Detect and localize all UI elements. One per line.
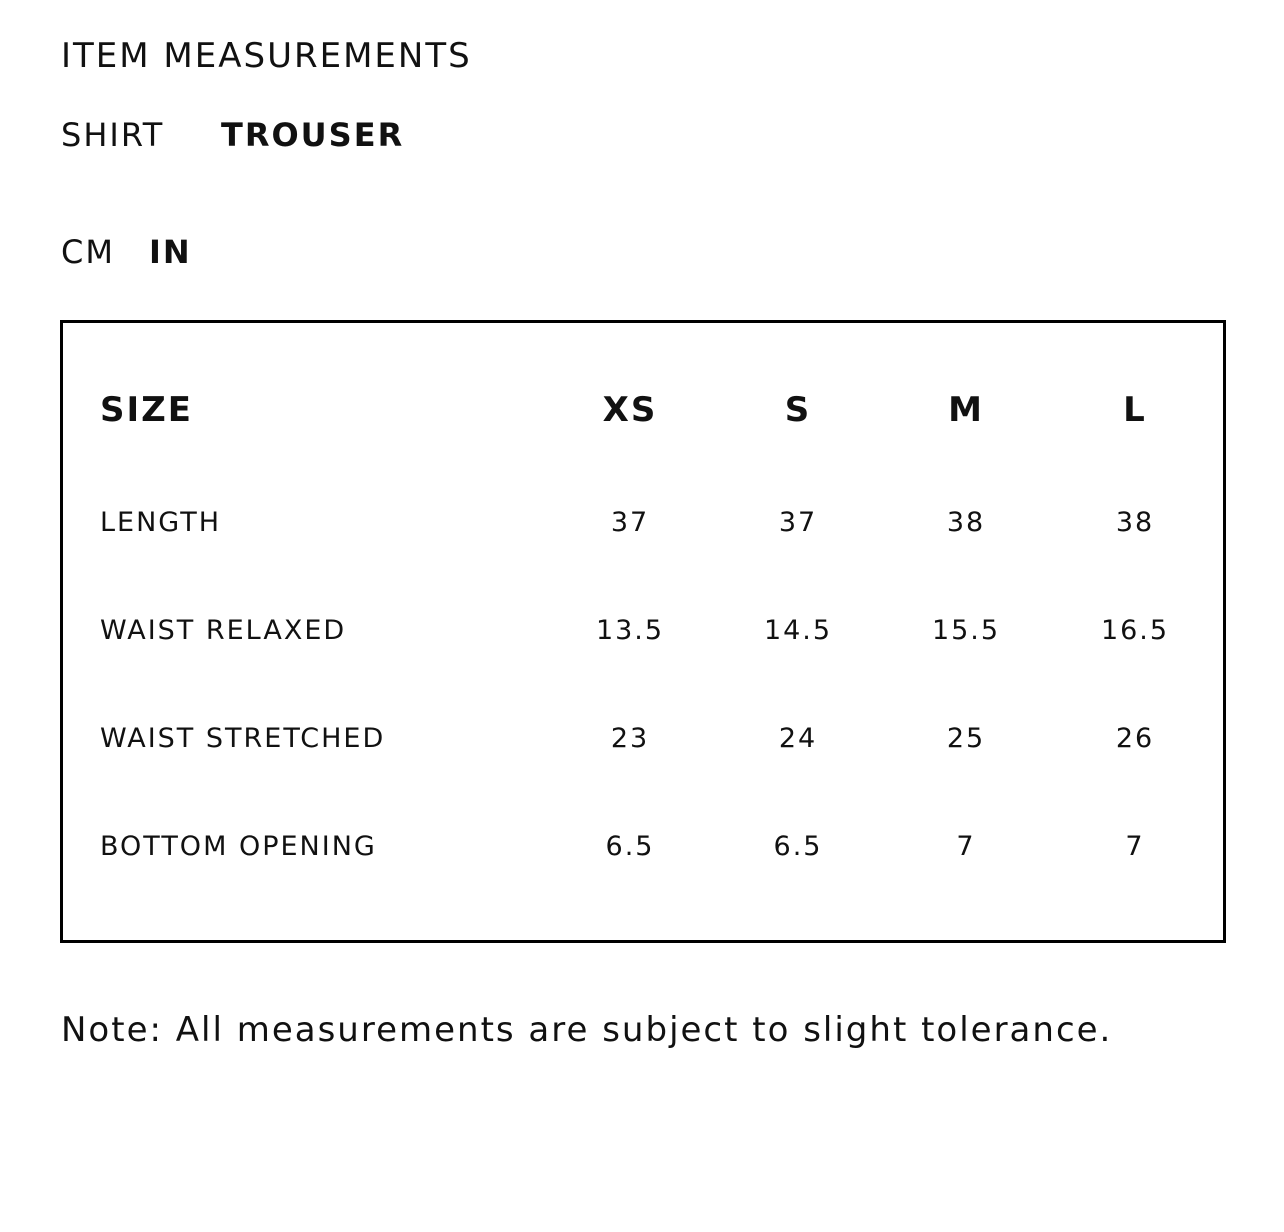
row-label-waist-stretched: WAIST STRETCHED <box>100 723 386 754</box>
size-header-m: M <box>948 390 984 430</box>
table-row-length <box>63 503 1223 543</box>
tab-trouser[interactable]: TROUSER <box>221 116 405 154</box>
size-header-label: SIZE <box>100 390 194 430</box>
table-cell: 26 <box>1115 723 1155 754</box>
page-title: ITEM MEASUREMENTS <box>61 36 472 76</box>
table-row-bottom-opening <box>63 827 1223 867</box>
tab-shirt[interactable]: SHIRT <box>61 116 165 154</box>
table-cell: 38 <box>946 507 986 538</box>
table-cell: 13.5 <box>595 615 665 646</box>
row-label-waist-relaxed: WAIST RELAXED <box>100 615 347 646</box>
table-cell: 23 <box>610 723 650 754</box>
unit-in-option[interactable]: IN <box>149 233 192 271</box>
size-header-xs: XS <box>602 390 658 430</box>
tolerance-note: Note: All measurements are subject to slight tolerance. <box>61 1010 1113 1050</box>
size-header-s: S <box>784 390 812 430</box>
row-label-length: LENGTH <box>100 507 222 538</box>
unit-cm-option[interactable]: CM <box>61 233 115 271</box>
table-cell: 38 <box>1115 507 1155 538</box>
table-row-waist-relaxed <box>63 611 1223 651</box>
table-cell: 16.5 <box>1100 615 1170 646</box>
table-cell: 6.5 <box>773 831 823 862</box>
table-row-waist-stretched <box>63 719 1223 759</box>
table-header-row <box>63 390 1223 430</box>
size-header-l: L <box>1123 390 1147 430</box>
table-cell: 37 <box>610 507 650 538</box>
table-cell: 37 <box>778 507 818 538</box>
table-cell: 7 <box>1125 831 1145 862</box>
table-cell: 25 <box>946 723 986 754</box>
table-cell: 6.5 <box>605 831 655 862</box>
table-cell: 15.5 <box>931 615 1001 646</box>
size-chart-table <box>60 320 1226 943</box>
row-label-bottom-opening: BOTTOM OPENING <box>100 831 377 862</box>
table-cell: 14.5 <box>763 615 833 646</box>
table-cell: 7 <box>956 831 976 862</box>
table-cell: 24 <box>778 723 818 754</box>
